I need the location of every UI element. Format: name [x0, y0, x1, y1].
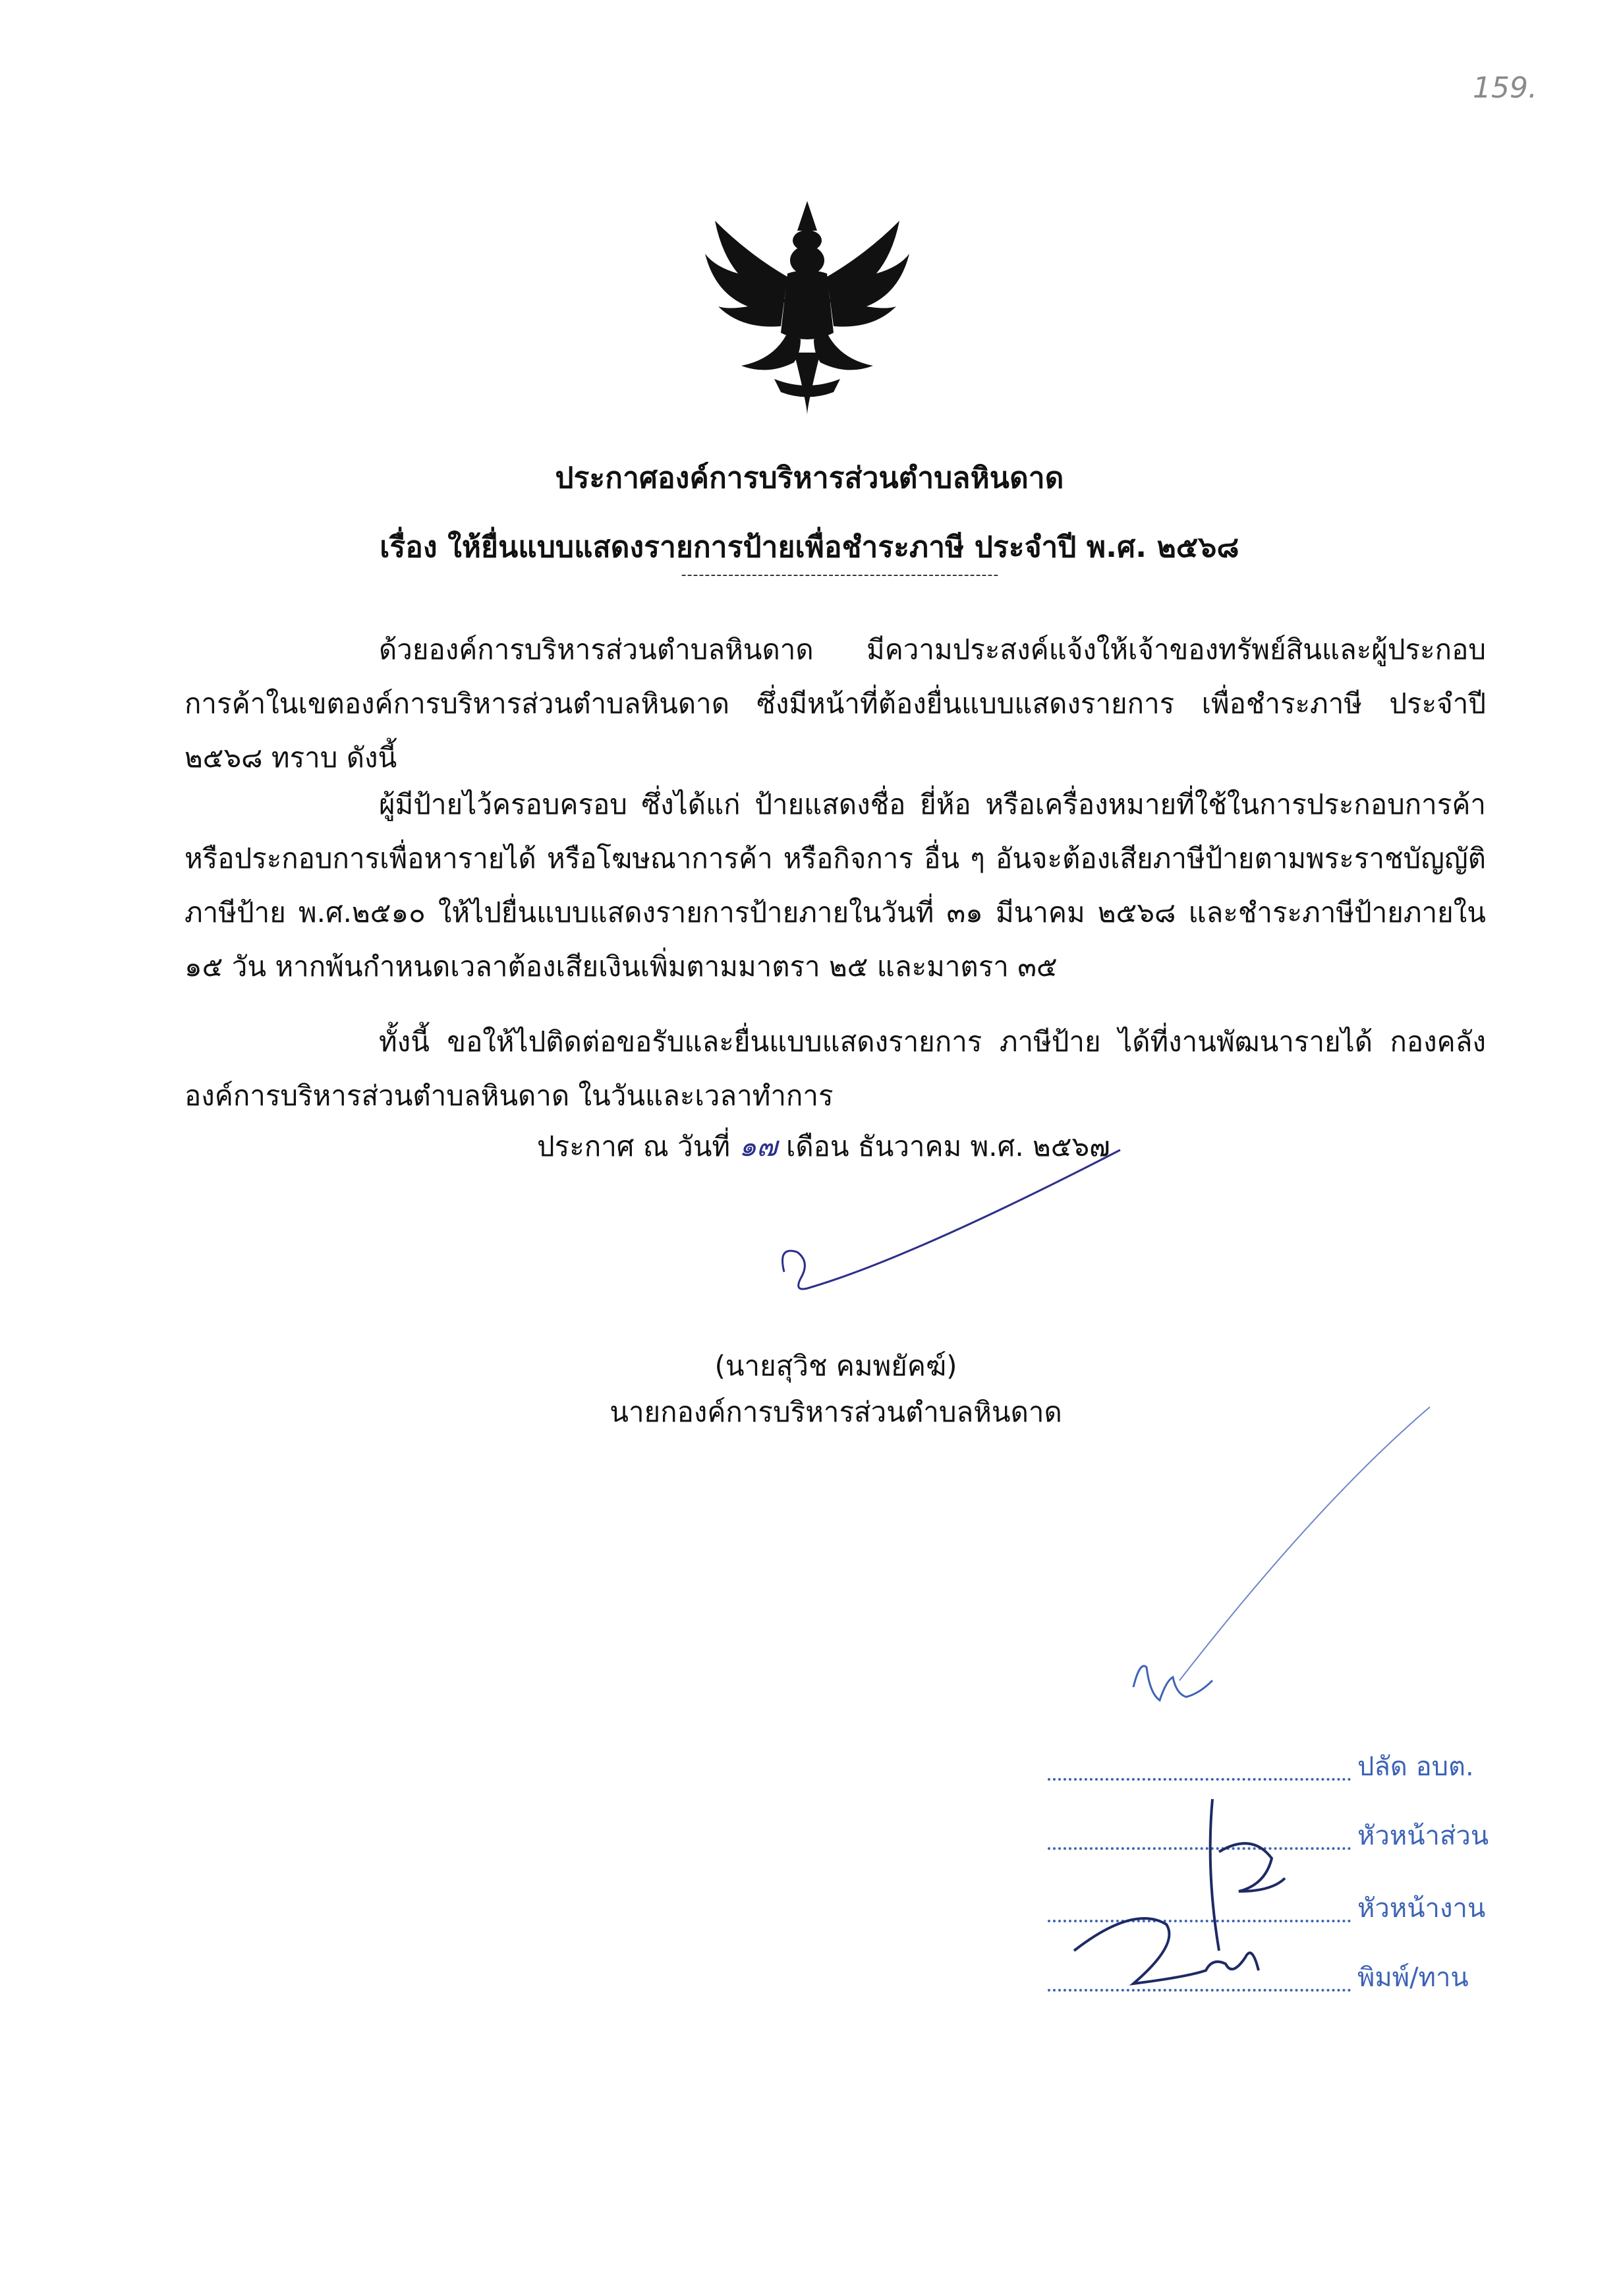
paragraph-text: ด้วยองค์การบริหารส่วนตำบลหินดาด มีความประสงค์แจ้งให้เจ้าของทรัพย์สินและผู้ประกอบการค้าในเขตองค์การบริหารส่วนตำบลหินดาด ซึ่งมีหน้าที่ต้องยื่นแบบแสดงรายการ เพื่อชำระภาษี ประจำปี ๒๕๖๘ ทราบ ดังนี้ [185, 633, 1486, 774]
approval-signature-image [1120, 1404, 1502, 1746]
date-day: ๑๗ [739, 1130, 778, 1162]
dotted-line [1048, 1778, 1351, 1781]
body-paragraph [185, 1015, 1486, 1123]
paragraph-text: ทั้งนี้ ขอให้ไปติดต่อขอรับและยื่นแบบแสดงรายการ ภาษีป้าย ได้ที่งานพัฒนารายได้ กองคลัง องค์การบริหารส่วนตำบลหินดาด ในวันและเวลาทำการ [185, 1025, 1486, 1112]
document-subject: เรื่อง ให้ยื่นแบบแสดงรายการป้ายเพื่อชำระภาษี ประจำปี พ.ศ. ๒๕๖๘ [380, 531, 1239, 564]
paragraph-text: ผู้มีป้ายไว้ครอบครอบ ซึ่งได้แก่ ป้ายแสดงชื่อ ยี่ห้อ หรือเครื่องหมายที่ใช้ในการประกอบการค้าหรือประกอบการเพื่อหารายได้ หรือโฆษณาการค้า หรือกิจการ อื่น ๆ อันจะต้องเสียภาษีป้ายตามพระราชบัญญัติภาษีป้าย พ.ศ.๒๕๑๐ ให้ไปยื่นแบบแสดงรายการป้ายภายในวันที่ ๓๑ มีนาคม ๒๕๖๘ และชำระภาษีป้ายภายใน ๑๕ วัน หากพ้นกำหนดเวลาต้องเสียเงินเพิ่มตามมาตรา ๒๕ และมาตรา ๓๕ [185, 788, 1486, 983]
page-number: 159. [1473, 71, 1537, 105]
document-title: ประกาศองค์การบริหารส่วนตำบลหินดาด [555, 461, 1064, 495]
approval-label: ปลัด อบต. [1357, 1752, 1474, 1782]
body-paragraph [185, 623, 1486, 785]
date-prefix: ประกาศ ณ วันที่ [537, 1130, 739, 1162]
body-paragraph [185, 778, 1486, 994]
separator-line: ------------------------------------------------------ [681, 567, 1000, 583]
approval-label: หัวหน้างาน [1357, 1893, 1486, 1924]
date-suffix: เดือน ธันวาคม พ.ศ. ๒๕๖๗ [777, 1130, 1110, 1162]
signatory-name: (นายสุวิช คมพยัคฆ์) [714, 1350, 957, 1382]
approval-label: พิมพ์/ทาน [1357, 1963, 1469, 1993]
approval-signature-image [1054, 1793, 1397, 2010]
signatory-position: นายกองค์การบริหารส่วนตำบลหินดาด [610, 1396, 1062, 1428]
approval-line [1048, 1746, 1509, 1793]
garuda-emblem-icon [702, 194, 913, 418]
approval-label: หัวหน้าส่วน [1357, 1821, 1489, 1851]
signature-image [778, 1147, 1147, 1318]
